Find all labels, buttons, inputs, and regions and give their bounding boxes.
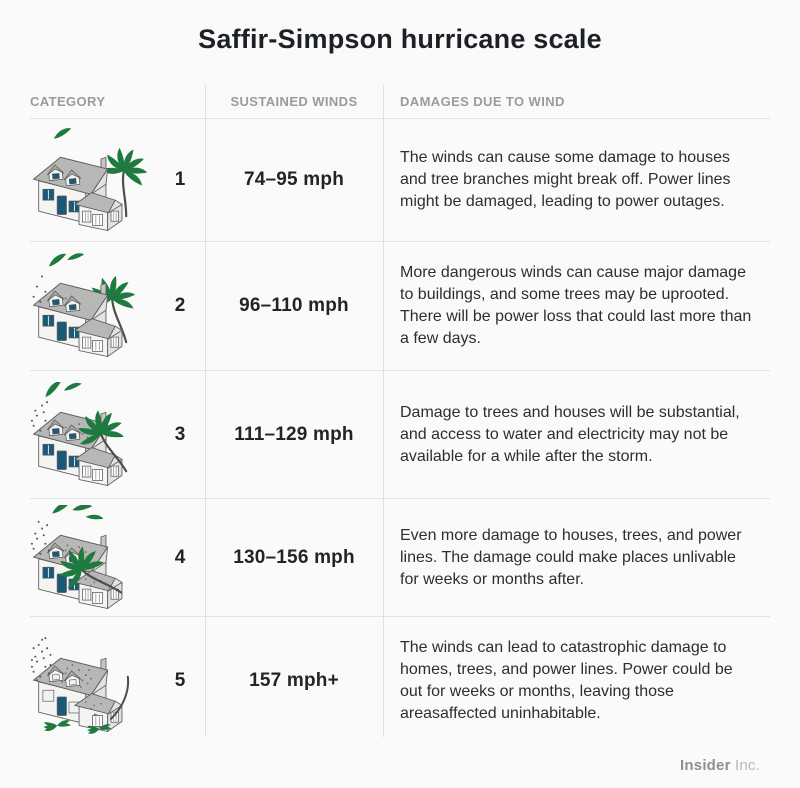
house-illustration-category-4-icon (25, 504, 155, 612)
category-number: 2 (174, 295, 186, 316)
table-row-category-1 (30, 119, 770, 242)
category-number: 4 (174, 546, 186, 568)
category-cell (30, 617, 205, 745)
damage-description: Damage to trees and houses will be substantial, and access to water and electricity may not be available for a while after the storm. (400, 403, 740, 465)
source-credit (680, 757, 760, 774)
house-illustration-category-5-icon (25, 627, 155, 735)
table-row-category-5 (30, 617, 770, 745)
table-header (30, 85, 770, 119)
brand-suffix: Inc. (735, 757, 760, 774)
brand-name: Insider (680, 757, 731, 774)
category-number: 5 (174, 670, 186, 691)
damage-description: The winds can cause some damage to houses and tree branches might break off. Power lines might be damaged, leading to power outages. (400, 149, 731, 210)
page-title: Saffir-Simpson hurricane scale (198, 24, 602, 54)
winds-value: 74–95 mph (243, 169, 345, 190)
column-divider-2 (383, 85, 384, 737)
damage-description: The winds can lead to catastrophic damage to homes, trees, and power lines. Power could be out for weeks or months, leaving those areasaffected uninhabitable. (400, 639, 733, 722)
damage-description: More dangerous winds can cause major damage to buildings, and some trees may be uprooted. There will be power loss that could last more than a few days. (400, 264, 752, 347)
column-divider-1 (205, 85, 206, 737)
category-cell (30, 499, 205, 616)
house-illustration-category-2-icon (25, 252, 155, 360)
winds-value: 157 mph+ (249, 670, 339, 691)
table-row-category-3 (30, 371, 770, 499)
house-illustration-category-1-icon (25, 126, 155, 234)
category-cell (30, 242, 205, 370)
header-category: CATEGORY (30, 94, 106, 109)
header-damages: DAMAGES DUE TO WIND (400, 94, 565, 109)
table-row-category-4 (30, 499, 770, 617)
category-cell (30, 371, 205, 498)
header-sustained-winds: SUSTAINED WINDS (230, 94, 358, 109)
category-number: 1 (174, 169, 186, 190)
table-row-category-2 (30, 242, 770, 371)
category-number: 3 (174, 423, 186, 445)
house-illustration-category-3-icon (25, 381, 155, 489)
winds-value: 130–156 mph (233, 546, 355, 568)
winds-value: 96–110 mph (239, 295, 349, 316)
damage-description: Even more damage to houses, trees, and power lines. The damage could make places unlivable for weeks or months after. (400, 526, 742, 588)
hurricane-scale-table (30, 85, 770, 745)
category-cell (30, 119, 205, 241)
winds-value: 111–129 mph (234, 423, 354, 445)
